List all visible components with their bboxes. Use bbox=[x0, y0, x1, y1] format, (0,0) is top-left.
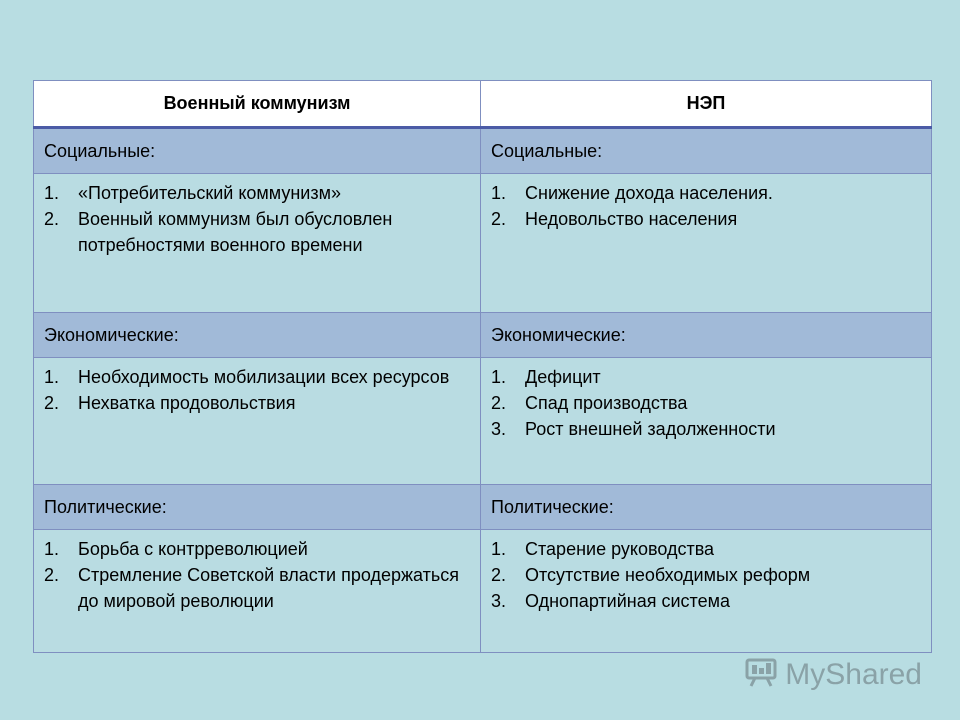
content-cell bbox=[481, 530, 932, 653]
list-item: 1. Снижение дохода населения. bbox=[491, 183, 773, 203]
list-item: 3. Рост внешней задолженности bbox=[491, 419, 776, 439]
item-list bbox=[481, 364, 931, 442]
list-item: 2. Недовольство населения bbox=[491, 209, 738, 229]
content-cell bbox=[34, 530, 481, 653]
watermark bbox=[743, 657, 922, 692]
category-row-economic bbox=[34, 313, 932, 358]
item-list bbox=[34, 364, 480, 416]
content-cell bbox=[34, 174, 481, 313]
category-label: Экономические: bbox=[481, 313, 932, 358]
content-cell bbox=[481, 174, 932, 313]
content-row-political bbox=[34, 530, 932, 653]
category-label: Политические: bbox=[481, 485, 932, 530]
category-row-social bbox=[34, 128, 932, 174]
header-nep: НЭП bbox=[481, 81, 932, 128]
header-row bbox=[34, 81, 932, 128]
list-item: 1. Борьба с контрреволюцией bbox=[44, 539, 308, 559]
list-item: 1. Старение руководства bbox=[491, 539, 715, 559]
list-item: 2. Спад производства bbox=[491, 393, 688, 413]
list-item: 2. Нехватка продовольствия bbox=[44, 393, 296, 413]
list-item: 2. Стремление Советской власти продержаться до мировой революции bbox=[44, 565, 460, 611]
category-label: Социальные: bbox=[34, 128, 481, 174]
category-label: Политические: bbox=[34, 485, 481, 530]
item-list bbox=[481, 536, 931, 614]
category-label: Социальные: bbox=[481, 128, 932, 174]
list-item: 1. Дефицит bbox=[491, 367, 601, 387]
watermark-text: MyShared bbox=[785, 657, 922, 691]
category-row-political bbox=[34, 485, 932, 530]
comparison-table bbox=[33, 80, 932, 653]
header-war-communism: Военный коммунизм bbox=[34, 81, 481, 128]
list-item: 1. Необходимость мобилизации всех ресурсов bbox=[44, 367, 450, 387]
item-list bbox=[34, 536, 480, 614]
content-cell bbox=[481, 358, 932, 485]
item-list bbox=[481, 180, 931, 232]
content-row-economic bbox=[34, 358, 932, 485]
presentation-board-icon bbox=[743, 657, 779, 692]
list-item: 1. «Потребительский коммунизм» bbox=[44, 183, 341, 203]
list-item: 2. Отсутствие необходимых реформ bbox=[491, 565, 811, 585]
content-cell bbox=[34, 358, 481, 485]
item-list bbox=[34, 180, 480, 258]
list-item: 2. Военный коммунизм был обусловлен потребностями военного времени bbox=[44, 209, 393, 255]
content-row-social bbox=[34, 174, 932, 313]
list-item: 3. Однопартийная система bbox=[491, 591, 730, 611]
category-label: Экономические: bbox=[34, 313, 481, 358]
